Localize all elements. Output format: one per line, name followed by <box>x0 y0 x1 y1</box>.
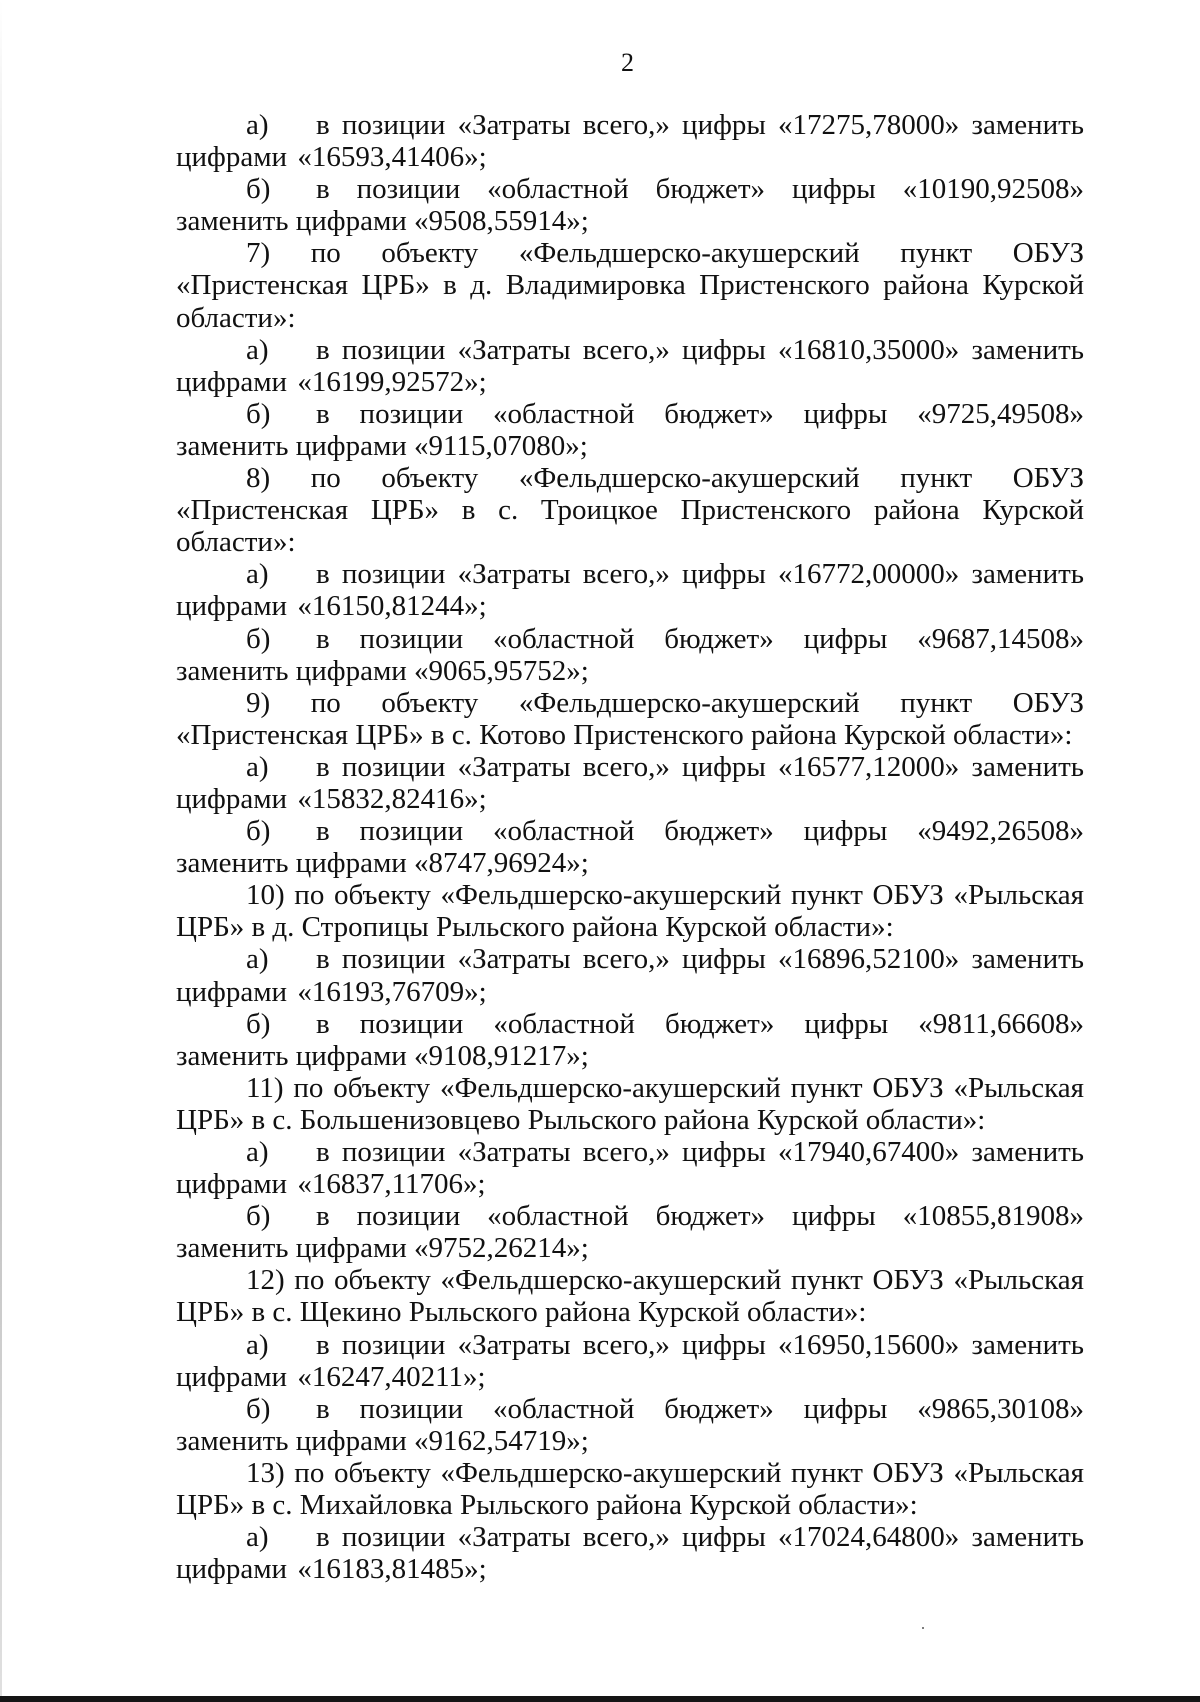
paragraph-text: 7) по объекту «Фельдшерско-акушерский пункт ОБУЗ «Пристенская ЦРБ» в д. Владимировка Пристенского района Курской области»: <box>176 237 1084 334</box>
item-a-paragraph <box>176 1329 1084 1393</box>
item-b-paragraph <box>176 1200 1084 1264</box>
paragraph-text: 13) по объекту «Фельдшерско-акушерский пункт ОБУЗ «Рыльская ЦРБ» в с. Михайловка Рыльского района Курской области»: <box>176 1456 1084 1522</box>
item-b-paragraph <box>176 398 1084 462</box>
paragraph-text: 11) по объекту «Фельдшерско-акушерский пункт ОБУЗ «Рыльская ЦРБ» в с. Большенизовцево Рыльского района Курской области»: <box>176 1071 1084 1136</box>
page-number: 2 <box>621 48 634 77</box>
document-body <box>176 109 1084 1585</box>
object-paragraph <box>176 687 1084 751</box>
item-b-paragraph <box>176 173 1084 237</box>
paragraph-text: в позиции «областной бюджет» цифры «9865,30108» заменить цифрами «9162,54719»; <box>176 1392 1084 1457</box>
item-marker: а) <box>246 333 269 366</box>
object-paragraph <box>176 1072 1084 1136</box>
paragraph-text: в позиции «областной бюджет» цифры «9492,26508» заменить цифрами «8747,96924»; <box>176 815 1084 880</box>
paragraph-text: 8) по объекту «Фельдшерско-акушерский пункт ОБУЗ «Пристенская ЦРБ» в с. Троицкое Пристенского района Курской области»: <box>176 462 1084 559</box>
item-a-paragraph <box>176 109 1084 173</box>
item-a-paragraph <box>176 1136 1084 1200</box>
object-paragraph <box>176 879 1084 943</box>
item-marker: б) <box>246 815 271 848</box>
item-b-paragraph <box>176 623 1084 687</box>
paragraph-text: 9) по объекту «Фельдшерско-акушерский пункт ОБУЗ «Пристенская ЦРБ» в с. Котово Пристенского района Курской области»: <box>176 686 1084 751</box>
paragraph-text: в позиции «Затраты всего,» цифры «16577,12000» заменить цифрами «15832,82416»; <box>176 750 1084 815</box>
paragraph-text: в позиции «Затраты всего,» цифры «16772,00000» заменить цифрами «16150,81244»; <box>176 558 1084 623</box>
paragraph-text: в позиции «областной бюджет» цифры «9687,14508» заменить цифрами «9065,95752»; <box>176 622 1084 687</box>
item-b-paragraph <box>176 1393 1084 1457</box>
item-a-paragraph <box>176 751 1084 815</box>
object-paragraph <box>176 1457 1084 1521</box>
paragraph-text: в позиции «Затраты всего,» цифры «16896,52100» заменить цифрами «16193,76709»; <box>176 943 1084 1008</box>
paragraph-text: в позиции «Затраты всего,» цифры «16810,35000» заменить цифрами «16199,92572»; <box>176 333 1084 398</box>
item-a-paragraph <box>176 1521 1084 1585</box>
paragraph-text: в позиции «Затраты всего,» цифры «17024,64800» заменить цифрами «16183,81485»; <box>176 1521 1084 1586</box>
scan-bottom-edge <box>0 1696 1200 1702</box>
scan-speck <box>922 1627 924 1629</box>
item-marker: а) <box>246 1521 269 1554</box>
paragraph-text: в позиции «областной бюджет» цифры «10855,81908» заменить цифрами «9752,26214»; <box>176 1200 1084 1265</box>
item-marker: а) <box>246 109 269 141</box>
paragraph-text: 10) по объекту «Фельдшерско-акушерский пункт ОБУЗ «Рыльская ЦРБ» в д. Стропицы Рыльского района Курской области»: <box>176 879 1084 944</box>
item-marker: б) <box>246 1200 271 1233</box>
object-paragraph <box>176 1264 1084 1328</box>
item-a-paragraph <box>176 558 1084 622</box>
paragraph-text: в позиции «областной бюджет» цифры «9811,66608» заменить цифрами «9108,91217»; <box>176 1007 1084 1072</box>
paragraph-text: 12) по объекту «Фельдшерско-акушерский пункт ОБУЗ «Рыльская ЦРБ» в с. Щекино Рыльского района Курской области»: <box>176 1264 1084 1329</box>
paragraph-text: в позиции «областной бюджет» цифры «9725,49508» заменить цифрами «9115,07080»; <box>176 397 1084 462</box>
item-a-paragraph <box>176 943 1084 1007</box>
item-marker: а) <box>246 750 269 783</box>
item-b-paragraph <box>176 1008 1084 1072</box>
item-marker: б) <box>246 622 271 655</box>
object-paragraph <box>176 462 1084 558</box>
item-marker: а) <box>246 1328 269 1361</box>
item-b-paragraph <box>176 815 1084 879</box>
paragraph-text: в позиции «Затраты всего,» цифры «16950,15600» заменить цифрами «16247,40211»; <box>176 1328 1084 1393</box>
item-marker: а) <box>246 943 269 976</box>
paragraph-text: в позиции «Затраты всего,» цифры «17275,78000» заменить цифрами «16593,41406»; <box>176 109 1084 174</box>
item-marker: б) <box>246 1392 271 1425</box>
object-paragraph <box>176 237 1084 333</box>
paragraph-text: в позиции «областной бюджет» цифры «10190,92508» заменить цифрами «9508,55914»; <box>176 173 1084 238</box>
item-marker: б) <box>246 397 271 430</box>
paragraph-text: в позиции «Затраты всего,» цифры «17940,67400» заменить цифрами «16837,11706»; <box>176 1136 1084 1201</box>
item-a-paragraph <box>176 334 1084 398</box>
scan-left-edge <box>0 0 2 1702</box>
item-marker: а) <box>246 558 269 591</box>
item-marker: а) <box>246 1136 269 1168</box>
item-marker: б) <box>246 173 271 206</box>
item-marker: б) <box>246 1007 271 1040</box>
